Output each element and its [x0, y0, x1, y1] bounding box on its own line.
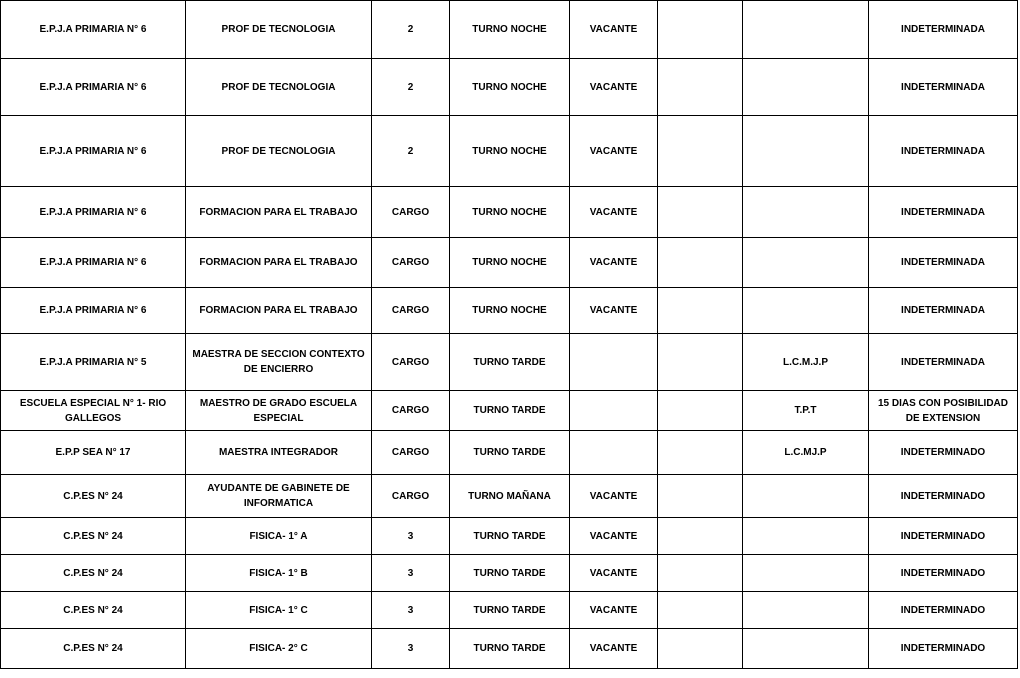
- license-cell: [743, 187, 869, 238]
- table-row: [1, 334, 1018, 391]
- school-cell: E.P.P SEA N° 17: [1, 431, 186, 475]
- extra-cell: [658, 1, 743, 59]
- school-cell: ESCUELA ESPECIAL N° 1- RIO GALLEGOS: [1, 391, 186, 431]
- school-cell: C.P.ES N° 24: [1, 555, 186, 592]
- duration-cell: INDETERMINADA: [869, 187, 1018, 238]
- extra-cell: [658, 187, 743, 238]
- status-cell: VACANTE: [570, 288, 658, 334]
- shift-cell: TURNO NOCHE: [450, 238, 570, 288]
- license-cell: [743, 518, 869, 555]
- subject-cell: PROF DE TECNOLOGIA: [186, 59, 372, 116]
- table-row: [1, 116, 1018, 187]
- school-cell: C.P.ES N° 24: [1, 592, 186, 629]
- subject-cell: AYUDANTE DE GABINETE DE INFORMATICA: [186, 475, 372, 518]
- subject-cell: FISICA- 2° C: [186, 629, 372, 669]
- table-row: [1, 431, 1018, 475]
- shift-cell: TURNO NOCHE: [450, 1, 570, 59]
- subject-cell: PROF DE TECNOLOGIA: [186, 1, 372, 59]
- school-cell: C.P.ES N° 24: [1, 518, 186, 555]
- shift-cell: TURNO MAÑANA: [450, 475, 570, 518]
- hours-cell: CARGO: [372, 475, 450, 518]
- school-cell: E.P.J.A PRIMARIA N° 6: [1, 116, 186, 187]
- table-row: [1, 391, 1018, 431]
- subject-cell: FISICA- 1° B: [186, 555, 372, 592]
- extra-cell: [658, 391, 743, 431]
- table-row: [1, 59, 1018, 116]
- license-cell: [743, 1, 869, 59]
- hours-cell: 2: [372, 116, 450, 187]
- school-cell: E.P.J.A PRIMARIA N° 6: [1, 288, 186, 334]
- license-cell: [743, 629, 869, 669]
- school-cell: C.P.ES N° 24: [1, 629, 186, 669]
- license-cell: [743, 555, 869, 592]
- duration-cell: INDETERMINADO: [869, 629, 1018, 669]
- shift-cell: TURNO NOCHE: [450, 59, 570, 116]
- license-cell: T.P.T: [743, 391, 869, 431]
- school-cell: E.P.J.A PRIMARIA N° 6: [1, 59, 186, 116]
- shift-cell: TURNO TARDE: [450, 334, 570, 391]
- status-cell: VACANTE: [570, 1, 658, 59]
- table-row: [1, 475, 1018, 518]
- hours-cell: 3: [372, 555, 450, 592]
- hours-cell: 3: [372, 518, 450, 555]
- status-cell: VACANTE: [570, 187, 658, 238]
- subject-cell: FORMACION PARA EL TRABAJO: [186, 187, 372, 238]
- duration-cell: INDETERMINADO: [869, 518, 1018, 555]
- status-cell: [570, 431, 658, 475]
- duration-cell: INDETERMINADA: [869, 116, 1018, 187]
- extra-cell: [658, 592, 743, 629]
- shift-cell: TURNO TARDE: [450, 629, 570, 669]
- hours-cell: CARGO: [372, 391, 450, 431]
- hours-cell: CARGO: [372, 431, 450, 475]
- hours-cell: 2: [372, 1, 450, 59]
- extra-cell: [658, 555, 743, 592]
- license-cell: L.C.MJ.P: [743, 431, 869, 475]
- status-cell: [570, 391, 658, 431]
- duration-cell: INDETERMINADA: [869, 288, 1018, 334]
- extra-cell: [658, 475, 743, 518]
- license-cell: [743, 592, 869, 629]
- subject-cell: FISICA- 1° A: [186, 518, 372, 555]
- status-cell: VACANTE: [570, 629, 658, 669]
- hours-cell: CARGO: [372, 334, 450, 391]
- table-row: [1, 288, 1018, 334]
- duration-cell: INDETERMINADA: [869, 238, 1018, 288]
- school-cell: E.P.J.A PRIMARIA N° 6: [1, 238, 186, 288]
- school-cell: E.P.J.A PRIMARIA N° 6: [1, 1, 186, 59]
- duration-cell: INDETERMINADA: [869, 59, 1018, 116]
- table-row: [1, 555, 1018, 592]
- duration-cell: INDETERMINADA: [869, 334, 1018, 391]
- table-row: [1, 518, 1018, 555]
- shift-cell: TURNO NOCHE: [450, 116, 570, 187]
- school-cell: C.P.ES N° 24: [1, 475, 186, 518]
- status-cell: VACANTE: [570, 555, 658, 592]
- license-cell: [743, 116, 869, 187]
- hours-cell: 2: [372, 59, 450, 116]
- table-row: [1, 1, 1018, 59]
- duration-cell: INDETERMINADO: [869, 475, 1018, 518]
- status-cell: VACANTE: [570, 238, 658, 288]
- school-cell: E.P.J.A PRIMARIA N° 5: [1, 334, 186, 391]
- extra-cell: [658, 431, 743, 475]
- school-cell: E.P.J.A PRIMARIA N° 6: [1, 187, 186, 238]
- hours-cell: CARGO: [372, 288, 450, 334]
- hours-cell: 3: [372, 592, 450, 629]
- status-cell: [570, 334, 658, 391]
- duration-cell: INDETERMINADO: [869, 555, 1018, 592]
- table-row: [1, 592, 1018, 629]
- table-row: [1, 238, 1018, 288]
- duration-cell: INDETERMINADA: [869, 1, 1018, 59]
- subject-cell: MAESTRA DE SECCION CONTEXTO DE ENCIERRO: [186, 334, 372, 391]
- duration-cell: INDETERMINADO: [869, 431, 1018, 475]
- table-row: [1, 187, 1018, 238]
- license-cell: [743, 288, 869, 334]
- shift-cell: TURNO NOCHE: [450, 187, 570, 238]
- hours-cell: CARGO: [372, 187, 450, 238]
- shift-cell: TURNO TARDE: [450, 518, 570, 555]
- status-cell: VACANTE: [570, 518, 658, 555]
- license-cell: L.C.M.J.P: [743, 334, 869, 391]
- subject-cell: PROF DE TECNOLOGIA: [186, 116, 372, 187]
- duration-cell: 15 DIAS CON POSIBILIDAD DE EXTENSION: [869, 391, 1018, 431]
- shift-cell: TURNO TARDE: [450, 391, 570, 431]
- status-cell: VACANTE: [570, 59, 658, 116]
- extra-cell: [658, 629, 743, 669]
- license-cell: [743, 59, 869, 116]
- duration-cell: INDETERMINADO: [869, 592, 1018, 629]
- license-cell: [743, 475, 869, 518]
- subject-cell: FORMACION PARA EL TRABAJO: [186, 238, 372, 288]
- shift-cell: TURNO TARDE: [450, 555, 570, 592]
- status-cell: VACANTE: [570, 475, 658, 518]
- table-body: [1, 1, 1018, 669]
- status-cell: VACANTE: [570, 592, 658, 629]
- extra-cell: [658, 518, 743, 555]
- table-row: [1, 629, 1018, 669]
- subject-cell: FISICA- 1° C: [186, 592, 372, 629]
- hours-cell: 3: [372, 629, 450, 669]
- shift-cell: TURNO TARDE: [450, 592, 570, 629]
- extra-cell: [658, 59, 743, 116]
- subject-cell: MAESTRA INTEGRADOR: [186, 431, 372, 475]
- license-cell: [743, 238, 869, 288]
- extra-cell: [658, 288, 743, 334]
- subject-cell: FORMACION PARA EL TRABAJO: [186, 288, 372, 334]
- extra-cell: [658, 238, 743, 288]
- shift-cell: TURNO TARDE: [450, 431, 570, 475]
- extra-cell: [658, 334, 743, 391]
- extra-cell: [658, 116, 743, 187]
- hours-cell: CARGO: [372, 238, 450, 288]
- subject-cell: MAESTRO DE GRADO ESCUELA ESPECIAL: [186, 391, 372, 431]
- status-cell: VACANTE: [570, 116, 658, 187]
- shift-cell: TURNO NOCHE: [450, 288, 570, 334]
